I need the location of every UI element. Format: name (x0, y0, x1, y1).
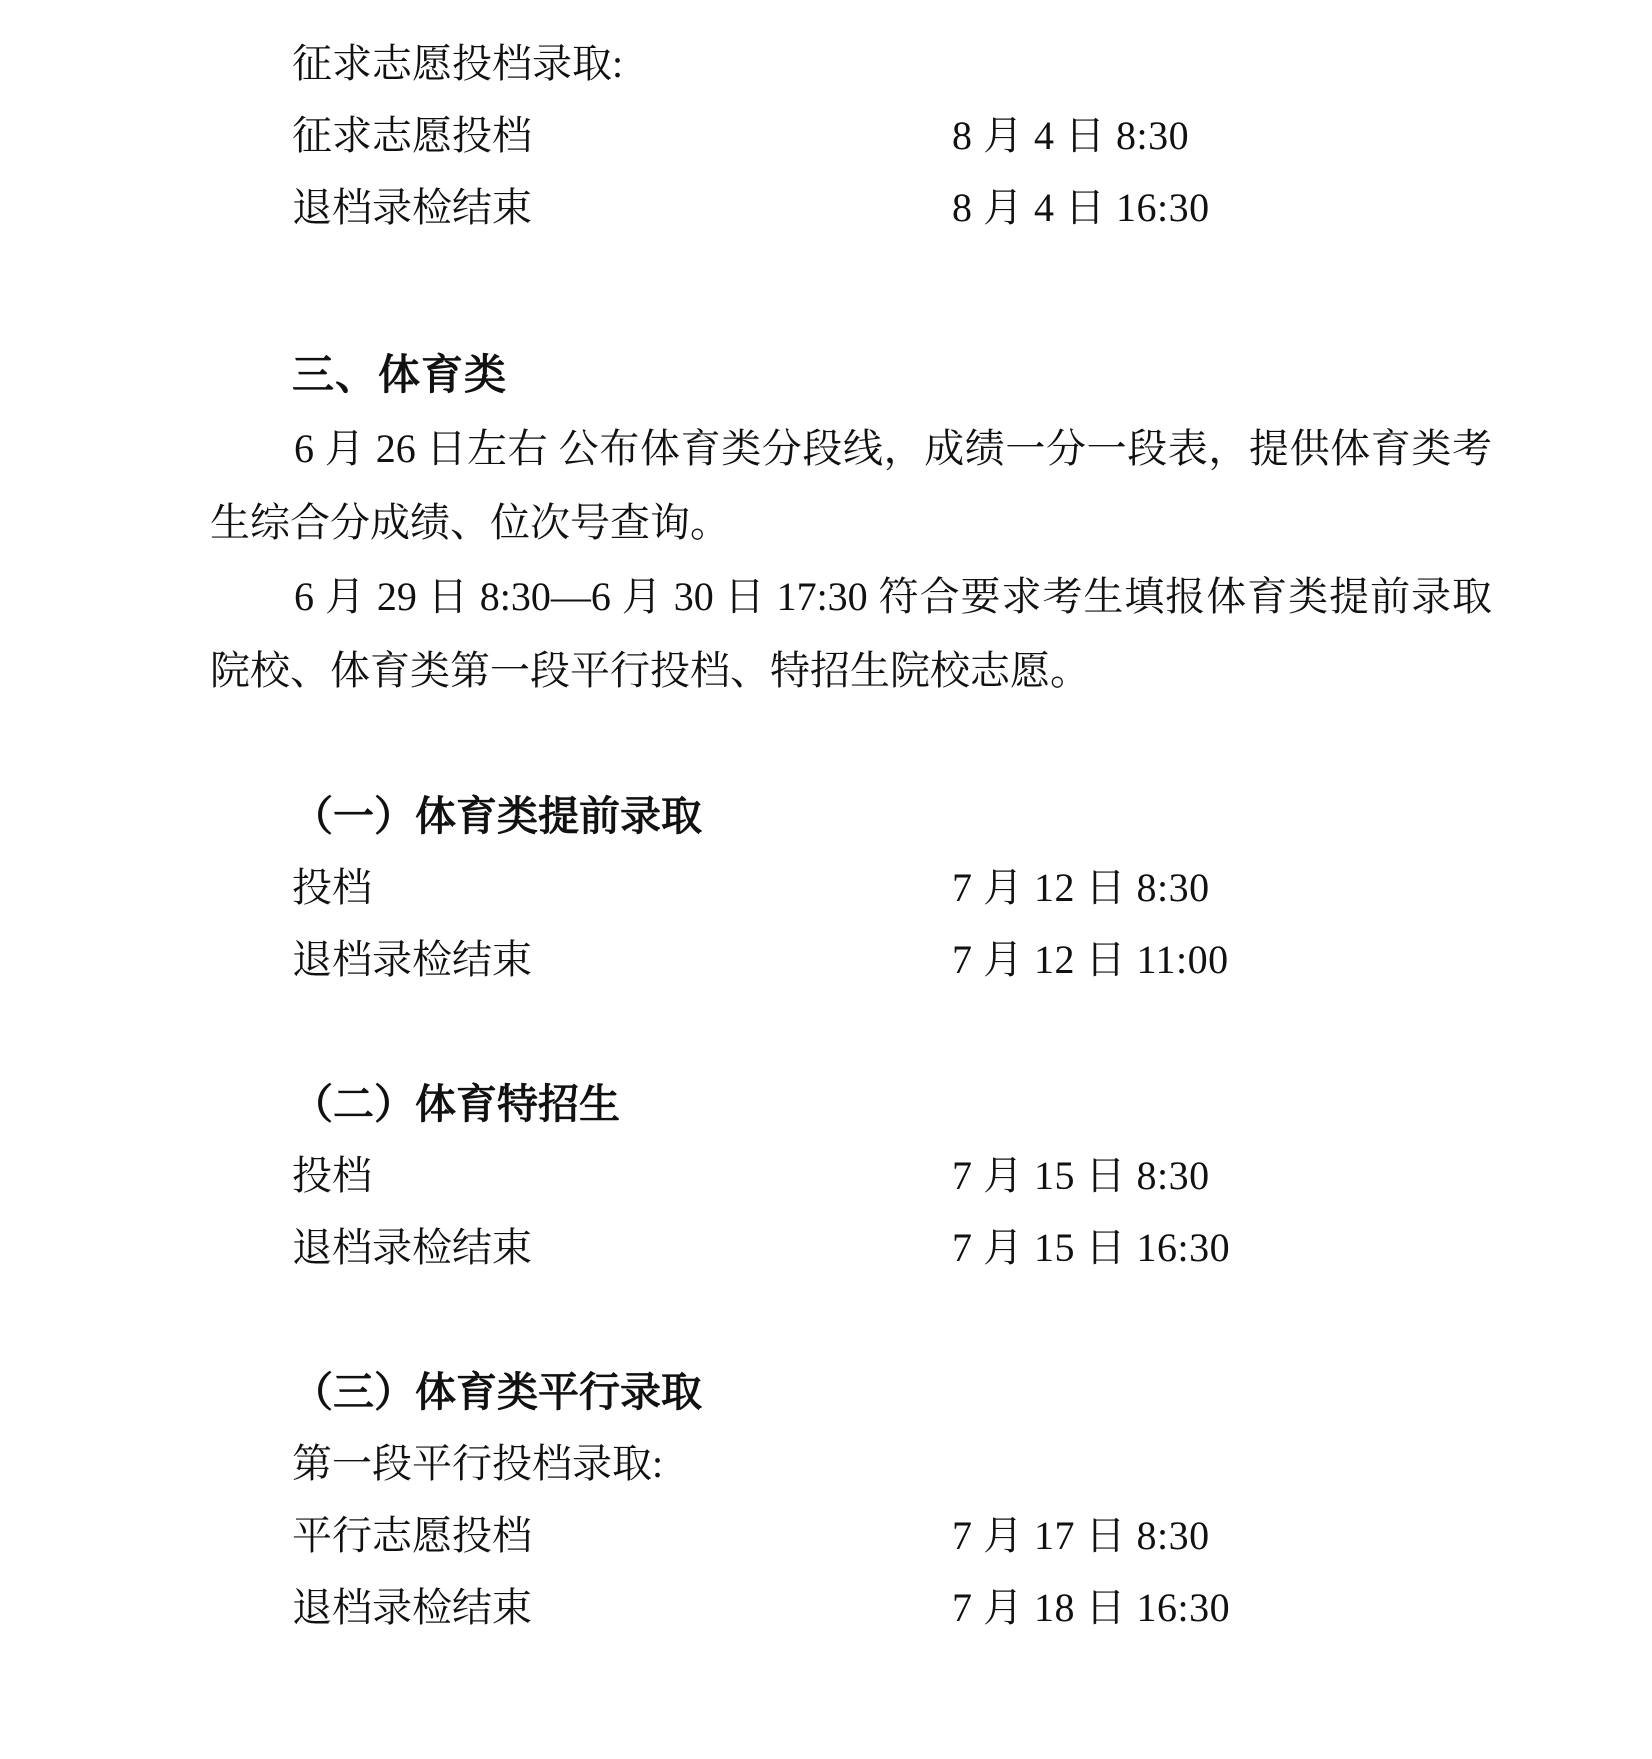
subsection-spacer (210, 996, 1492, 1068)
table-row (210, 100, 1492, 172)
section-spacer (210, 244, 1492, 340)
row-label: 征求志愿投档 (292, 113, 532, 158)
subsection-heading-3: （三）体育类平行录取 (292, 1369, 702, 1415)
row-value: 7 月 15 日 8:30 (952, 1153, 1210, 1198)
row-value: 7 月 15 日 16:30 (952, 1225, 1231, 1270)
table-row (210, 852, 1492, 924)
section-paragraph-2: 6 月 29 日 8:30—6 月 30 日 17:30 符合要求考生填报体育类提前录取院校、体育类第一段平行投档、特招生院校志愿。 (210, 574, 1492, 693)
table-row (210, 1572, 1492, 1644)
table-row (210, 1140, 1492, 1212)
row-label: 退档录检结束 (292, 1585, 532, 1630)
table-row (210, 1212, 1492, 1284)
subsection-heading-2: （二）体育特招生 (292, 1081, 620, 1127)
row-value: 7 月 17 日 8:30 (952, 1513, 1210, 1558)
section-paragraph-1: 6 月 26 日左右 公布体育类分段线，成绩一分一段表，提供体育类考生综合分成绩、位次号查询。 (210, 426, 1492, 545)
row-label: 退档录检结束 (292, 937, 532, 982)
row-value: 7 月 12 日 8:30 (952, 865, 1210, 910)
subsection-spacer (210, 1284, 1492, 1356)
row-value: 8 月 4 日 8:30 (952, 113, 1190, 158)
subsection-spacer (210, 708, 1492, 780)
table-row (210, 172, 1492, 244)
row-label: 退档录检结束 (292, 185, 532, 230)
section-heading: 三、体育类 (292, 353, 508, 399)
table-row (210, 1500, 1492, 1572)
row-label: 投档 (292, 865, 372, 910)
row-label: 投档 (292, 1153, 372, 1198)
row-label: 退档录检结束 (292, 1225, 532, 1270)
row-value: 7 月 18 日 16:30 (952, 1585, 1231, 1630)
row-value: 7 月 12 日 11:00 (952, 937, 1229, 982)
row-value: 8 月 4 日 16:30 (952, 185, 1210, 230)
subsection-subtitle: 第一段平行投档录取: (292, 1441, 664, 1486)
table-row (210, 924, 1492, 996)
row-label: 平行志愿投档 (292, 1513, 532, 1558)
subsection-heading-1: （一）体育类提前录取 (292, 793, 702, 839)
top-section-title: 征求志愿投档录取: (292, 41, 624, 86)
